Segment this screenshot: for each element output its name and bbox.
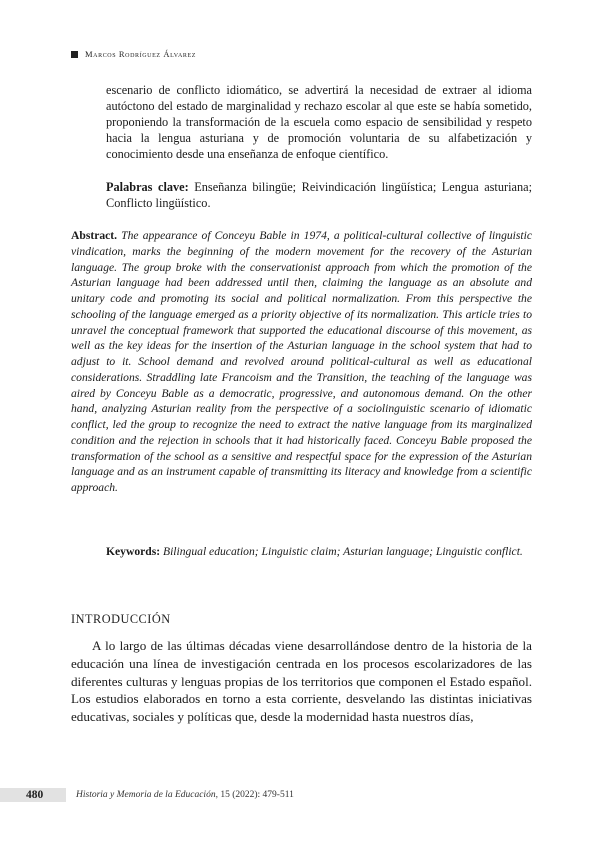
section-title: INTRODUCCIÓN: [71, 612, 171, 626]
palabras-clave-label: Palabras clave:: [106, 180, 189, 194]
journal-ref: 15 (2022): 479-511: [217, 790, 294, 800]
palabras-clave: [106, 180, 532, 212]
keywords: [106, 544, 532, 560]
abstract-label: Abstract.: [71, 229, 118, 242]
abstract: [71, 228, 532, 496]
keywords-text: Bilingual education; Linguistic claim; Asturian language; Linguistic conflict.: [160, 545, 523, 558]
journal-title: Historia y Memoria de la Educación,: [76, 790, 218, 800]
keywords-label: Keywords:: [106, 545, 161, 558]
header-author: Marcos Rodríguez Álvarez: [85, 49, 197, 59]
page-footer: [0, 788, 601, 804]
running-header: [71, 49, 196, 59]
resumen-paragraph: escenario de conflicto idiomático, se advertirá la necesidad de extraer al idioma autóctono del estado de marginalidad y rechazo escolar al que este se había sometido, proponiendo la transformación de la escuela como espacio de sensibilidad y respeto hacia la lengua asturiana y de promoción voluntaria de su alfabetización y conocimiento desde una enseñanza de enfoque científico.: [106, 83, 532, 161]
journal-citation: [76, 788, 294, 802]
page-number: 480: [26, 789, 44, 801]
body-paragraph: A lo largo de las últimas décadas viene desarrollándose dentro de la historia de la educación una línea de investigación centrada en los procesos escolarizadores de las diferentes culturas y lenguas propias de los territorios que componen el Estado español. Los estudios elaborados en torno a esta corriente, desvelando las distintas iniciativas educativas, sociales y políticas que, desde la modernidad hasta nuestros días,: [71, 638, 532, 725]
abstract-text: The appearance of Conceyu Bable in 1974, a political-cultural collective of linguistic vindication, marks the beginning of the modern movement for the recovery of the Asturian language. The group broke with the conservationist approach from which the promotion of the Asturian language had been addressed until then, claiming the language as an absolute and unitary code and promoting its social and political normalization. From this perspective the schooling of the language emerged as a priority objective of its normalization. This article tries to unravel the conceptual framework that supported the educational discourse of this movement, as well as the key ideas for the insertion of the Asturian language in the school system that had to adjust to it. School demand and revolved around political-cultural as well as educational considerations. Straddling late Francoism and the Transition, the teaching of the language was aired by Conceyu Bable as a democratic, progressive, and autonomous demand. On the other hand, analyzing Asturian reality from the perspective of a sociolinguistic scenario of idiomatic conflict, led the group to recognize the need to extract the native language from its marginalized condition and the rejection in schools that it had historically faced. Conceyu Bable proposed the transformation of the school as a sensitive and respectful space for the expression of the Asturian language and as an instrument capable of transmitting its literacy and knowledge from a scientific approach.: [71, 229, 532, 494]
palabras-clave-text: Enseñanza bilingüe; Reivindicación lingüística; Lengua asturiana; Conflicto lingüístico.: [106, 180, 532, 210]
header-square-marker: [71, 51, 78, 58]
